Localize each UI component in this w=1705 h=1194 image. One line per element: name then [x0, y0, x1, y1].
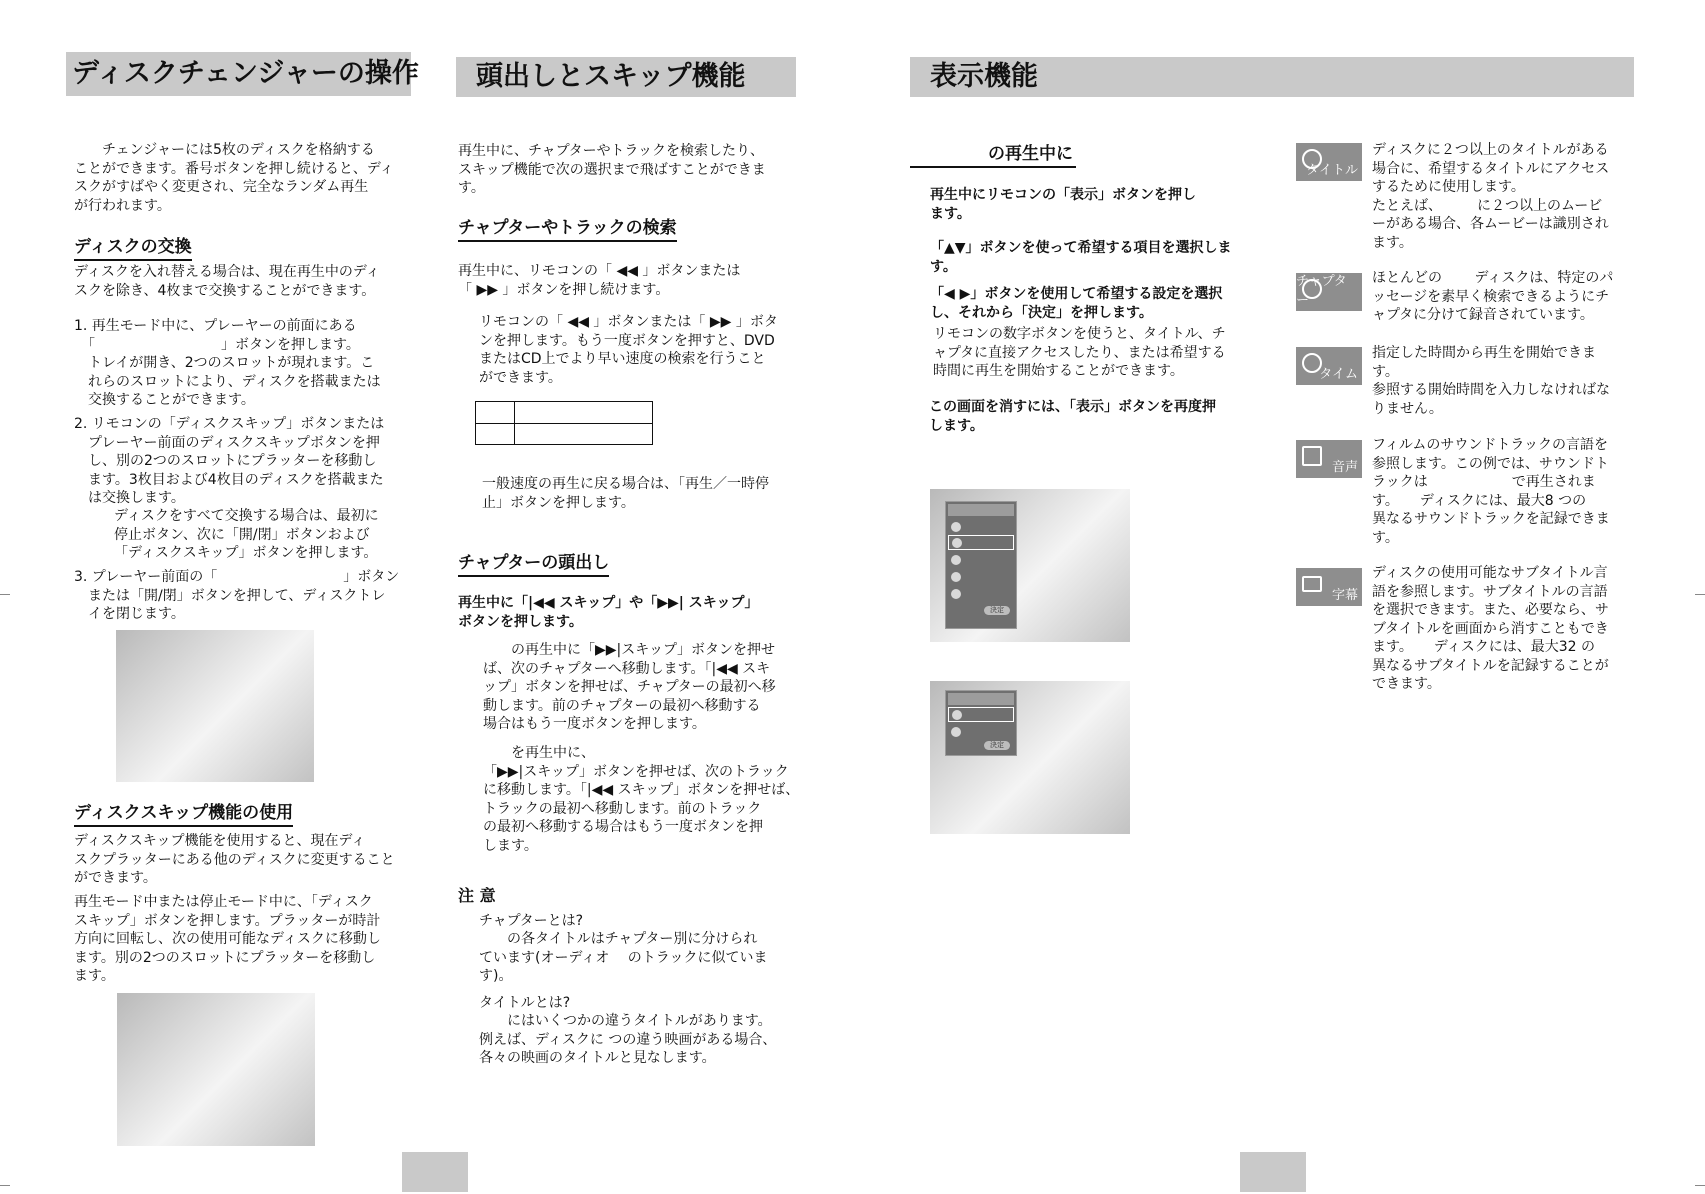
- osd-row-time[interactable]: [948, 552, 1012, 567]
- osd-row-audio[interactable]: [948, 569, 1012, 584]
- osd-header-bar: [948, 693, 1014, 705]
- title-icon: [951, 522, 961, 532]
- feature-time-text: 指定した時間から再生を開始できま す。 参照する開始時間を入力しなければな りません。: [1372, 345, 1610, 417]
- crop-mark: [1695, 1185, 1705, 1186]
- display-step-b: 「▲▼」ボタンを使って希望する項目を選択しま す。: [930, 240, 1232, 275]
- feature-subtitle-text: ディスクの使用可能なサブタイトル言 語を参照します。サブタイトルの言語 を選択できます。また、必要なら、サ ブタイトルを画面から消すこともでき ます。 ディスクには、最大32 の 異なるサブタイトルを記録することが できます。: [1372, 565, 1609, 692]
- note-heading: 注 意: [458, 886, 496, 905]
- step-2: 2. リモコンの「ディスクスキップ」ボタンまたは プレーヤー前面のディスクスキップボタンを押 し、別の2つのスロットにプラッターを移動し ます。3枚目および4枚目のディスクを搭載また は交換します。: [74, 416, 385, 506]
- note-title-answer: にはいくつかの違うタイトルがあります。 例えば、ディスクに つの違う映画がある場合、 各々の映画のタイトルと見なします。: [479, 1013, 777, 1066]
- osd-confirm-button[interactable]: 決定: [984, 606, 1010, 615]
- chapter-icon: [1296, 273, 1362, 311]
- normal-speed-text: 一般速度の再生に戻る場合は、「再生／一時停 止」ボタンを押します。: [482, 476, 769, 511]
- audio-icon-glyph: [1302, 446, 1322, 466]
- page-number-box-right: [1240, 1152, 1306, 1192]
- dvd-osd-menu: [945, 501, 1017, 629]
- osd-row-time[interactable]: [948, 724, 1012, 739]
- cd-osd-screenshot: [930, 681, 1130, 834]
- search-heading: チャプターやトラックの検索: [458, 217, 677, 242]
- note-chapter-question: チャプターとは?: [479, 913, 584, 929]
- chapter-icon-label: チャプター: [1296, 274, 1347, 308]
- chapter-icon: [952, 538, 962, 548]
- cd-osd-menu: [945, 690, 1017, 756]
- time-icon-label: タイム: [1319, 367, 1358, 382]
- playback-heading-rule: [910, 166, 1076, 168]
- note-title-question: タイトルとは?: [479, 995, 571, 1011]
- note-chapter-answer: の各タイトルはチャプター別に分けられ ています(オーディオ のトラックに似ていま す)。: [479, 931, 768, 984]
- subtitle-icon-label: 字幕: [1331, 588, 1358, 603]
- disc-tray-photo: [116, 630, 314, 782]
- crop-mark: [0, 1185, 10, 1186]
- feature-audio-text: フィルムのサウンドトラックの言語を 参照します。この例では、サウンドト ラックは で再生されま す。 ディスクには、最大8 つの 異なるサウンドトラックを記録できま す。: [1372, 437, 1610, 546]
- speed-table: [475, 401, 653, 445]
- disc-skip-photo: [117, 993, 315, 1146]
- disc-swap-heading: ディスクの交換: [74, 236, 192, 261]
- track-icon: [952, 710, 962, 720]
- changer-intro: チェンジャーには5枚のディスクを格納する ことができます。番号ボタンを押し続けると、ディ スクがすばやく変更され、完全なランダム再生 が行われます。: [74, 142, 394, 214]
- crop-mark: [1695, 594, 1705, 595]
- chapter-skip-heading: チャプターの頭出し: [458, 552, 609, 577]
- search-note: リモコンの「 ◀◀ 」ボタンまたは「 ▶▶ 」ボタ ンを押します。もう一度ボタンを押すと、DVD またはCD上でより早い速度の検索を行うこと ができます。: [479, 314, 778, 386]
- disc-skip-text-2: 再生モード中または停止モード中に、「ディスク スキップ」ボタンを押します。プラッターが時計 方向に回転し、次の使用可能なディスクに移動し ます。別の2つのスロットにプラッターを移動し ます。: [74, 894, 381, 984]
- osd-row-subtitle[interactable]: [948, 586, 1012, 601]
- osd-header-bar: [948, 504, 1014, 516]
- page-number-box-left: [402, 1152, 468, 1192]
- search-text: 再生中に、リモコンの「 ◀◀ 」ボタンまたは 「 ▶▶ 」ボタンを押し続けます。: [458, 263, 741, 298]
- speed-table-col-divider: [514, 402, 515, 444]
- feature-chapter-text: ほとんどの ディスクは、特定のパ ッセージを素早く検索できるようにチ ャプタに分けて録音されています。: [1372, 270, 1614, 323]
- osd-row-title[interactable]: [948, 519, 1012, 534]
- display-step-d: この画面を消すには、「表示」ボタンを再度押 します。: [929, 399, 1216, 434]
- disc-skip-text-1: ディスクスキップ機能を使用すると、現在ディ スクプラッターにある他のディスクに変更すること ができます。: [74, 833, 395, 886]
- subtitle-icon: [951, 589, 961, 599]
- audio-icon: [951, 572, 961, 582]
- chapter-skip-bold: 再生中に「|◀◀ スキップ」や「▶▶| スキップ」 ボタンを押します。: [458, 595, 759, 630]
- speed-table-row-divider: [476, 423, 652, 424]
- subtitle-icon-glyph: [1302, 576, 1322, 592]
- section-title-disc-changer: ディスクチェンジャーの操作: [66, 52, 411, 96]
- crop-mark: [0, 594, 10, 595]
- title-icon-label: タイトル: [1306, 163, 1358, 178]
- section-title-display: 表示機能: [910, 57, 1634, 97]
- step-1: 1. 再生モード中に、プレーヤーの前面にある 「 」ボタンを押します。 トレイが開き、2つのスロットが現れます。こ れらのスロットにより、ディスクを搭載または 交換することができます。: [74, 318, 381, 408]
- audio-icon-label: 音声: [1331, 460, 1358, 475]
- time-icon: [951, 727, 961, 737]
- step-3: 3. プレーヤー前面の「 」ボタン または「開/閉」ボタンを押して、ディスクトレ イを閉じます。: [74, 569, 400, 622]
- dvd-osd-screenshot: [930, 489, 1130, 642]
- search-intro: 再生中に、チャプターやトラックを検索したり、 スキップ機能で次の選択まで飛ばすことができま す。: [458, 143, 766, 196]
- time-icon: [951, 555, 961, 565]
- osd-row-chapter[interactable]: [948, 535, 1014, 550]
- audio-icon: [1296, 440, 1362, 478]
- subtitle-icon: [1296, 568, 1362, 606]
- display-step-c-detail: リモコンの数字ボタンを使うと、タイトル、チ ャプタに直接アクセスしたり、または希望する 時間に再生を開始することができます。: [933, 326, 1226, 379]
- playback-heading: の再生中に: [988, 144, 1073, 164]
- display-step-c: 「◀ ▶」ボタンを使用して希望する設定を選択 し、それから「決定」を押します。: [930, 286, 1223, 321]
- section-title-search-skip: 頭出しとスキップ機能: [456, 57, 796, 97]
- step-2-note: ディスクをすべて交換する場合は、最初に 停止ボタン、次に「開/閉」ボタンおよび 「ディスクスキップ」ボタンを押します。: [114, 508, 379, 561]
- display-step-a: 再生中にリモコンの「表示」ボタンを押し ます。: [930, 187, 1196, 222]
- feature-title-text: ディスクに２つ以上のタイトルがある 場合に、希望するタイトルにアクセス するために使用します。 たとえば、 に２つ以上のムービ ーがある場合、各ムービーは識別され ます。: [1372, 142, 1610, 251]
- title-icon: [1296, 143, 1362, 181]
- osd-confirm-button[interactable]: 決定: [984, 741, 1010, 750]
- chapter-skip-text-2: を再生中に、 「▶▶|スキップ」ボタンを押せば、次のトラック に移動します。「|◀◀ スキップ」ボタンを押せば、 トラックの最初へ移動します。前のトラック の最初へ移動する場合はもう一度ボタンを押 します。: [483, 745, 800, 854]
- osd-row-track[interactable]: [948, 707, 1014, 722]
- disc-swap-text: ディスクを入れ替える場合は、現在再生中のディ スクを除き、4枚まで交換することができます。: [74, 264, 380, 299]
- time-icon: [1296, 347, 1362, 385]
- chapter-skip-text-1: の再生中に「▶▶|スキップ」ボタンを押せ ば、次のチャプターへ移動します。「|◀◀ スキ ップ」ボタンを押せば、チャプターの最初へ移 動します。前のチャプターの最初へ移動する 場合はもう一度ボタンを押します。: [483, 642, 776, 732]
- disc-skip-heading: ディスクスキップ機能の使用: [74, 802, 293, 827]
